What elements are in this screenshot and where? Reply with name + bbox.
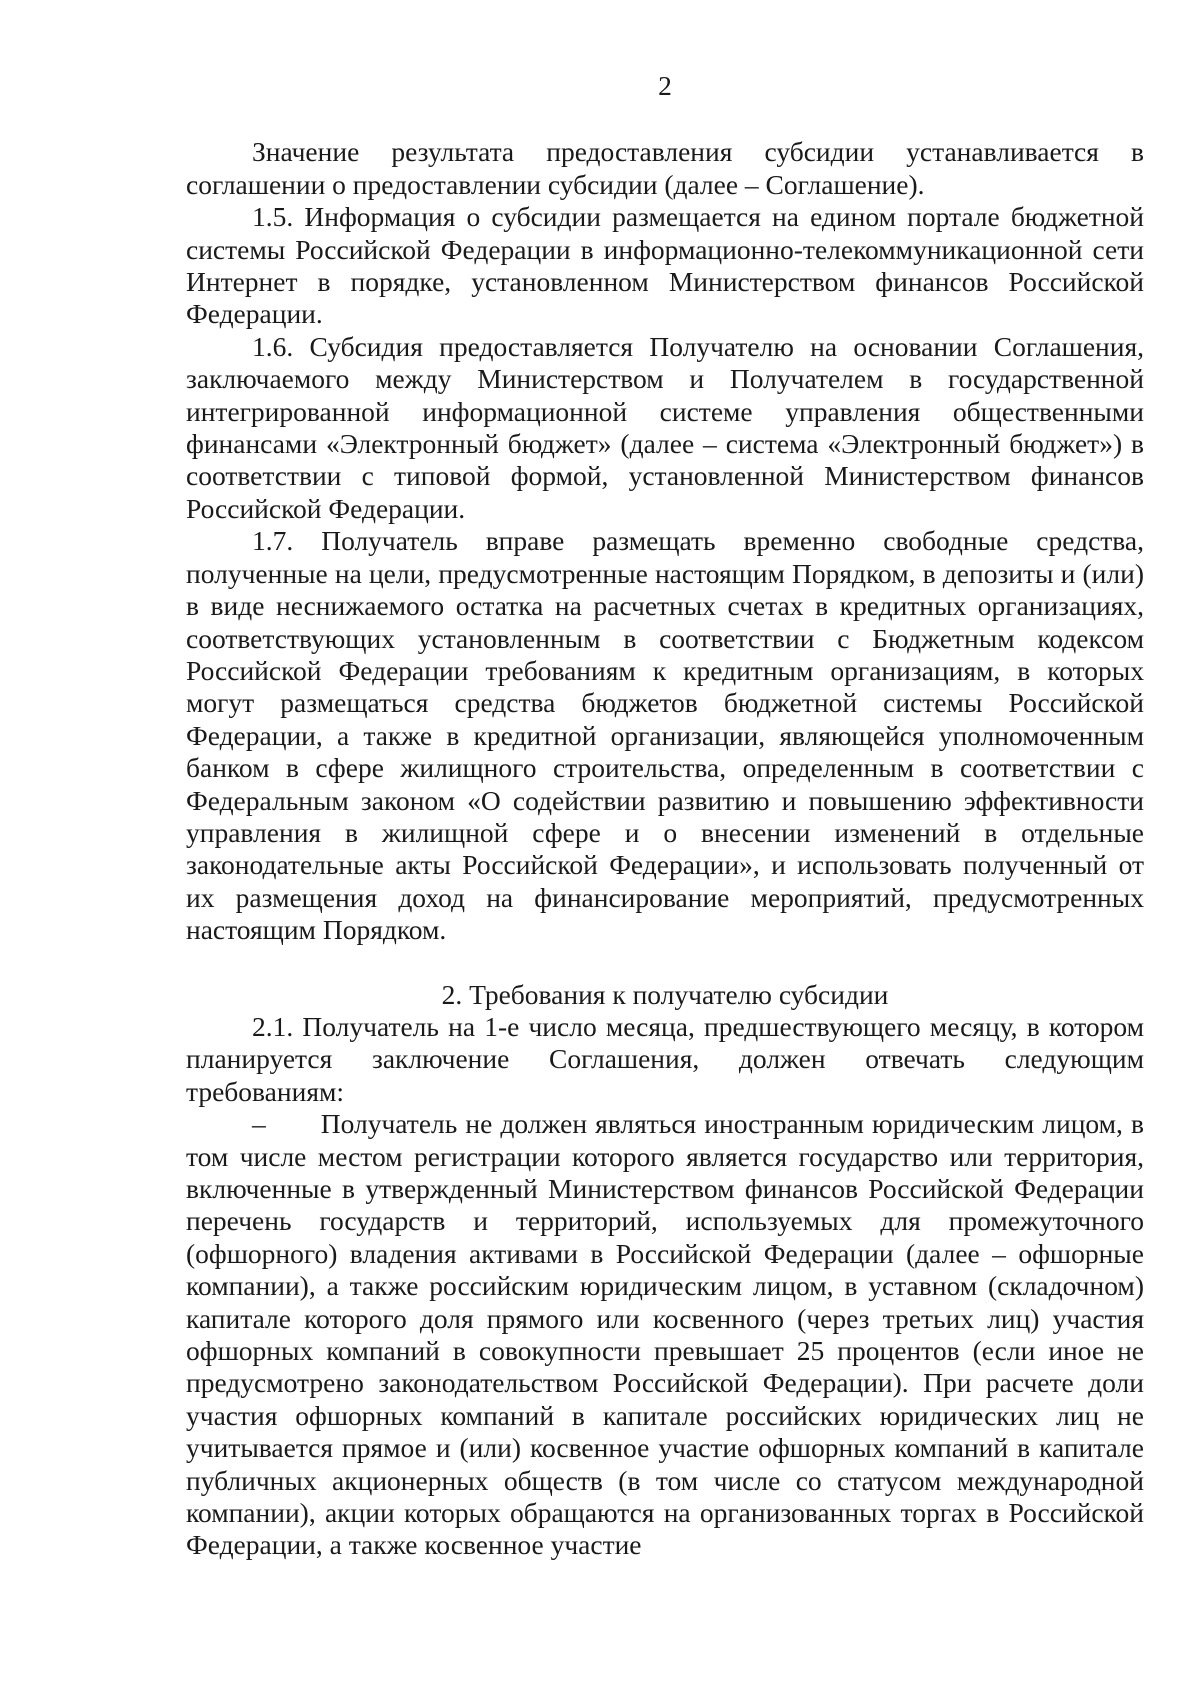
document-page <box>186 70 1144 1562</box>
paragraph-1-7: 1.7. Получатель вправе размещать временно свободные средства, полученные на цели, предусмотренные настоящим Порядком, в депозиты и (или) в виде неснижаемого остатка на расчетных счетах в кредитных организациях, соответствующих установленным в соответствии с Бюджетным кодексом Российской Федерации требованиям к кредитным организациям, в которых могут размещаться средства бюджетов бюджетной системы Российской Федерации, а также в кредитной организации, являющейся уполномоченным банком в сфере жилищного строительства, определенным в соответствии с Федеральным законом «О содействии развитию и повышению эффективности управления в жилищной сфере и о внесении изменений в отдельные законодательные акты Российской Федерации», и использовать полученный от их размещения доход на финансирование мероприятий, предусмотренных настоящим Порядком. <box>186 525 1144 946</box>
paragraph-2-1: 2.1. Получатель на 1-е число месяца, предшествующего месяцу, в котором планируется заключение Соглашения, должен отвечать следующим требованиям: <box>186 1010 1144 1107</box>
paragraph-result-value: Значение результата предоставления субсидии устанавливается в соглашении о предоставлении субсидии (далее – Соглашение). <box>186 136 1144 200</box>
section-heading: 2. Требования к получателю субсидии <box>441 978 889 1010</box>
dash-list-item: – Получатель не должен являться иностранным юридическим лицом, в том числе местом регистрации которого является государство или территория, включенные в утвержденный Министерством финансов Российской Федерации перечень государств и территорий, используемых для промежуточного (офшорного) владения активами в Российской Федерации (далее – офшорные компании), а также российским юридическим лицом, в уставном (складочном) капитале которого доля прямого или косвенного (через третьих лиц) участия офшорных компаний в совокупности превышает 25 процентов (если иное не предусмотрено законодательством Российской Федерации). При расчете доли участия офшорных компаний в капитале российских юридических лиц не учитывается прямое и (или) косвенное участие офшорных компаний в капитале публичных акционерных обществ (в том числе со статусом международной компании), акции которых обращаются на организованных торгах в Российской Федерации, а также косвенное участие <box>186 1108 1144 1561</box>
paragraph-1-5: 1.5. Информация о субсидии размещается на едином портале бюджетной системы Российской Федерации в информационно-телекоммуникационной сети Интернет в порядке, установленном Министерством финансов Российской Федерации. <box>186 201 1144 330</box>
paragraph-1-6: 1.6. Субсидия предоставляется Получателю на основании Соглашения, заключаемого между Министерством и Получателем в государственной интегрированной информационной системе управления общественными финансами «Электронный бюджет» (далее – система «Электронный бюджет») в соответствии с типовой формой, установленной Министерством финансов Российской Федерации. <box>186 330 1144 524</box>
page-number: 2 <box>658 70 672 101</box>
